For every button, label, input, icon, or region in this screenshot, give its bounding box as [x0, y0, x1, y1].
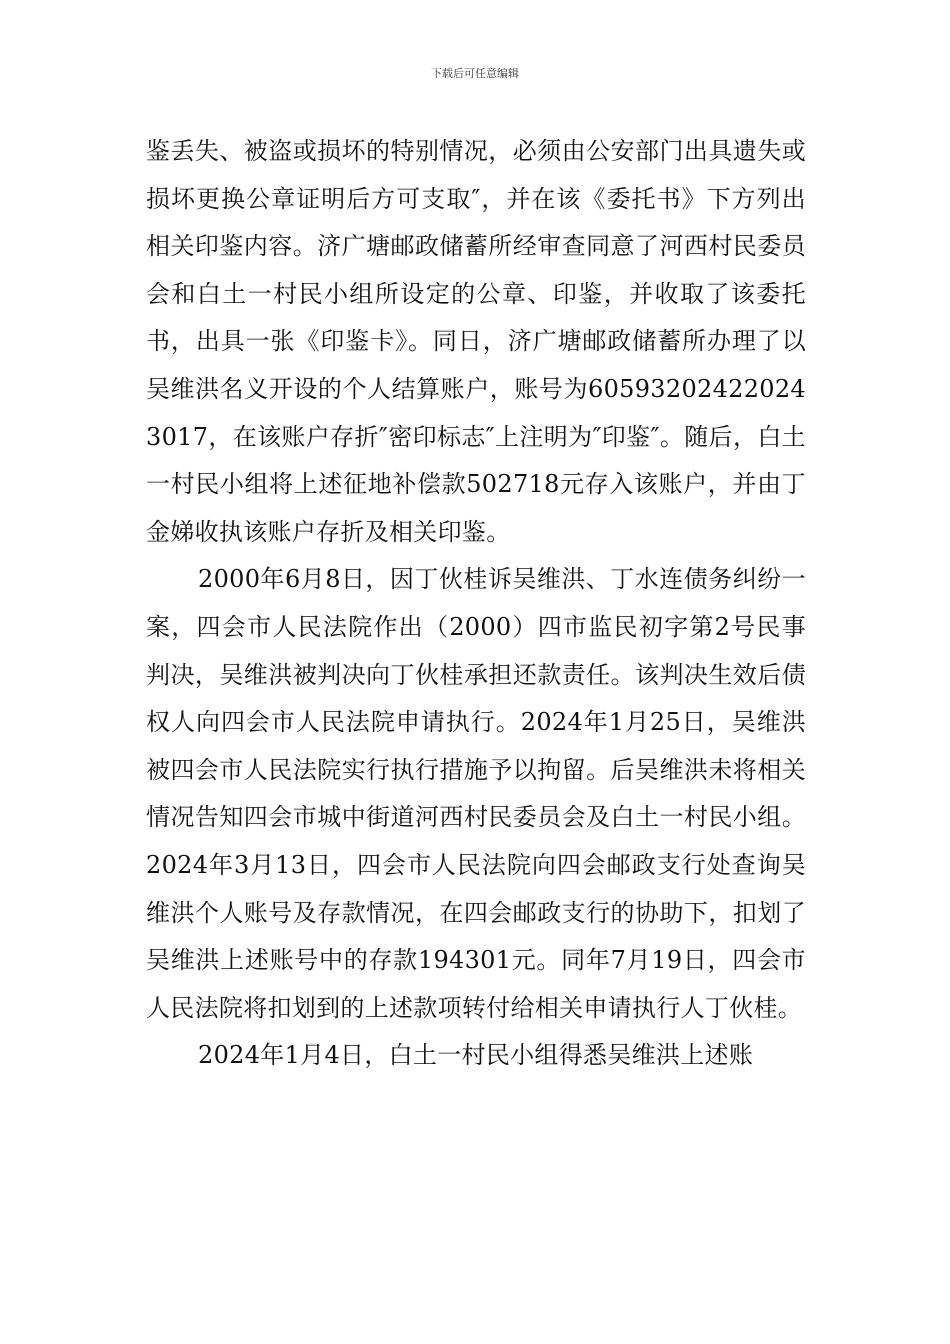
document-body [146, 128, 806, 1080]
page-header: 下载后可任意编辑 [431, 67, 519, 80]
paragraph-group-learned: 2024年1月4日，白土一村民小组得悉吴维洪上述账 [198, 1041, 754, 1070]
paragraph-continued: 鉴丢失、被盗或损坏的特别情况，必须由公安部门出具遗失或损坏更换公章证明后方可支取″，并在该《委托书》下方列出相关印鉴内容。济广塘邮政储蓄所经审查同意了河西村民委员会和白土一村民小组所设定的公章、印鉴，并收取了该委托书，出具一张《印鉴卡》。同日，济广塘邮政储蓄所办理了以吴维洪名义开设的个人结算账户，账号为605932024220243017，在该账户存折″密印标志″上注明为″印鉴″。随后，白土一村民小组将上述征地补偿款502718元存入该账户，并由丁金娣收执该账户存折及相关印鉴。 [146, 137, 806, 546]
paragraph-court-judgment: 2000年6月8日，因丁伙桂诉吴维洪、丁水连债务纠纷一案，四会市人民法院作出（2000）四市监民初字第2号民事判决，吴维洪被判决向丁伙桂承担还款责任。该判决生效后债权人向四会市人民法院申请执行。2024年1月25日，吴维洪被四会市人民法院实行执行措施予以拘留。后吴维洪未将相关情况告知四会市城中街道河西村民委员会及白土一村民小组。2024年3月13日，四会市人民法院向四会邮政支行处查询吴维洪个人账号及存款情况，在四会邮政支行的协助下，扣划了吴维洪上述账号中的存款194301元。同年7月19日，四会市人民法院将扣划到的上述款项转付给相关申请执行人丁伙桂。 [146, 565, 806, 1022]
